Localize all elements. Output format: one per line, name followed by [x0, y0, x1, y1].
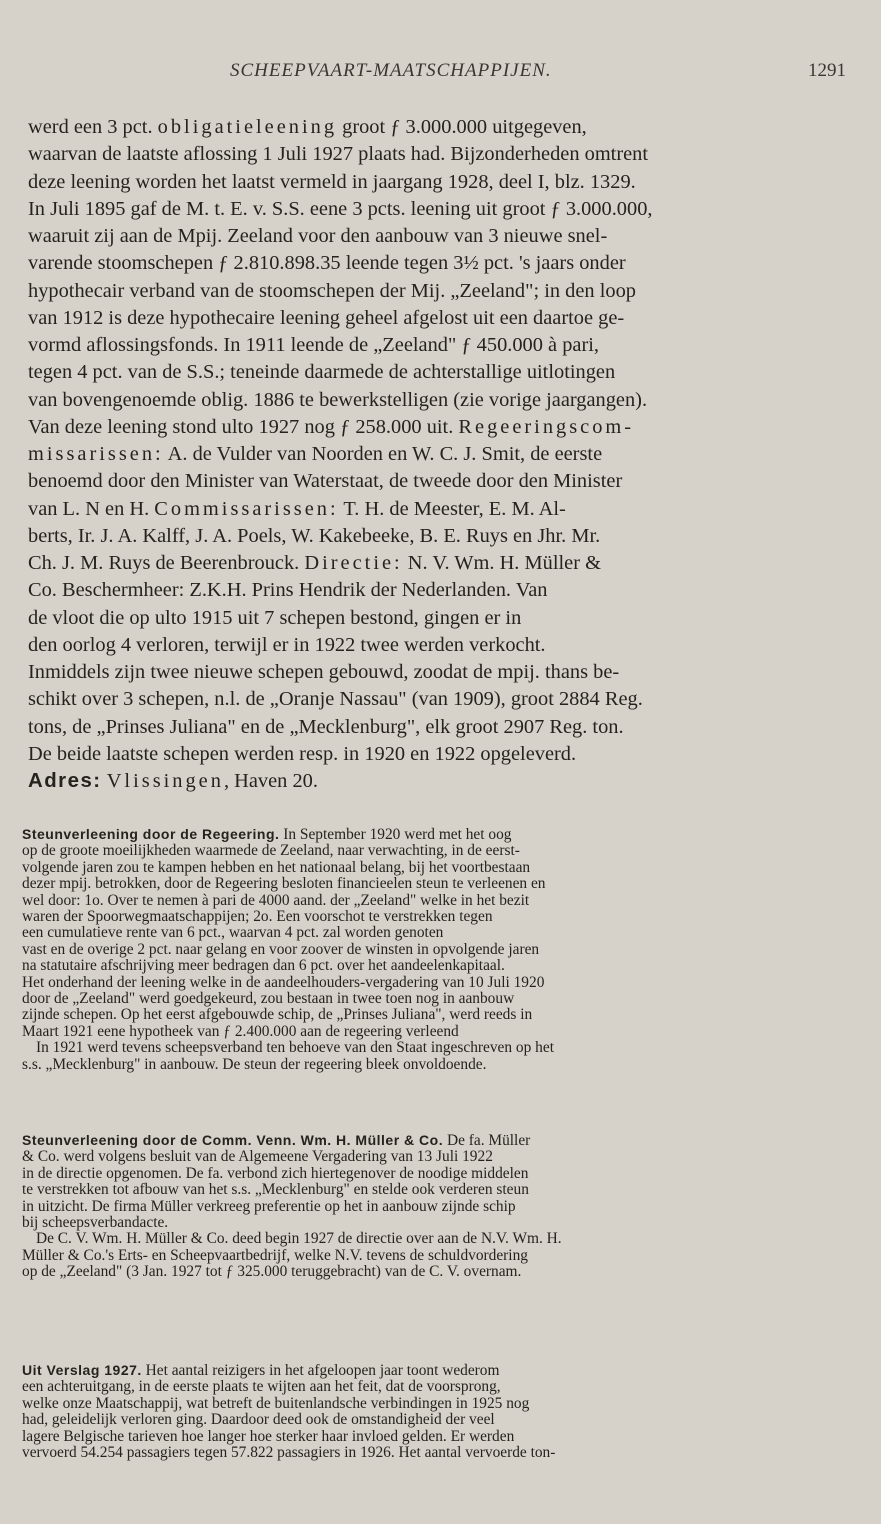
text-run: welke onze Maatschappij, wat betreft de buitenlandsche verbindingen in 1925 nog	[22, 1394, 530, 1412]
text-run: waarvan de laatste aflossing 1 Juli 1927 plaats had. Bijzonderheden omtrent	[28, 143, 649, 166]
spaced-term: Commissarissen:	[154, 497, 339, 520]
text-run: waaruit zij aan de Mpij. Zeeland voor den aanbouw van 3 nieuwe snel-	[28, 225, 608, 247]
spaced-term: obligatieleening	[157, 116, 338, 138]
page-number: 1291	[808, 60, 846, 81]
text-line	[28, 332, 856, 359]
text-run: In September 1920 werd met het oog	[279, 826, 512, 843]
text-run: vast en de overige 2 pct. naar gelang en voor zoover de winsten in opvolgende jaren	[22, 940, 540, 958]
spaced-term: Directie:	[304, 552, 403, 574]
text-line	[22, 1264, 854, 1280]
text-line	[22, 942, 854, 958]
text-run: N. V. Wm. H. Müller &	[402, 552, 601, 574]
text-run: waren der Spoorwegmaatschappijen; 2o. Een voorschot te verstrekken tegen	[22, 908, 493, 926]
text-line	[28, 250, 856, 277]
text-run: De fa. Müller	[443, 1132, 531, 1149]
text-line	[28, 768, 856, 795]
text-line	[28, 305, 856, 332]
text-line	[22, 1040, 854, 1056]
running-title: SCHEEPVAART-MAATSCHAPPIJEN.	[230, 60, 552, 81]
text-run: vormd aflossingsfonds. In 1911 leende de „Zeeland" ƒ 450.000 à pari,	[28, 334, 599, 356]
text-line	[22, 991, 854, 1007]
text-run: van L. N en H.	[28, 497, 155, 520]
text-run: & Co. werd volgens besluit van de Algemeene Vergadering van 13 Juli 1922	[22, 1148, 493, 1166]
section-heading: Steunverleening door de Regeering.	[22, 826, 280, 842]
text-run: benoemd door den Minister van Waterstaat, de tweede door den Minister	[28, 470, 623, 493]
section-uit-verslag-1927	[22, 1362, 854, 1461]
section-steunverleening-regeering	[22, 826, 854, 1073]
text-line	[22, 1248, 854, 1264]
text-line	[28, 196, 856, 223]
text-line	[22, 1362, 854, 1379]
text-line	[22, 1057, 854, 1073]
text-run: na statutaire afschrijving meer bedragen dan 6 pct. over het aandeelenkapitaal.	[22, 957, 505, 975]
text-run: de vloot die op ulto 1915 uit 7 schepen bestond, gingen er in	[28, 606, 522, 629]
text-run: Müller & Co.'s Erts- en Scheepvaartbedrijf, welke N.V. tevens de schuldvordering	[22, 1246, 528, 1264]
text-run: Inmiddels zijn twee nieuwe schepen gebouwd, zoodat de mpij. thans be-	[28, 661, 620, 683]
text-run: op de „Zeeland" (3 Jan. 1927 tot ƒ 325.000 teruggebracht) van de C. V. overnam.	[22, 1263, 522, 1281]
text-line	[22, 1182, 854, 1198]
text-line	[22, 1132, 854, 1149]
text-run: schikt over 3 schepen, n.l. de „Oranje Nassau" (van 1909), groot 2884 Reg.	[28, 688, 643, 711]
text-run: A. de Vulder van Noorden en W. C. J. Smit, de eerste	[163, 443, 603, 465]
text-run: s.s. „Mecklenburg" in aanbouw. De steun der regeering bleek onvoldoende.	[22, 1055, 487, 1073]
section-steunverleening-muller	[22, 1132, 854, 1281]
text-run: In 1921 werd tevens scheepsverband ten behoeve van den Staat ingeschreven op het	[36, 1039, 554, 1057]
spaced-term: Regeeringscom-	[458, 415, 635, 438]
text-line	[22, 1199, 854, 1215]
text-run: varende stoomschepen ƒ 2.810.898.35 leende tegen 3½ pct. 's jaars onder	[28, 252, 626, 275]
text-line	[22, 893, 854, 909]
text-line	[28, 114, 856, 141]
text-line	[22, 1429, 854, 1445]
text-line	[22, 1007, 854, 1023]
text-line	[28, 659, 856, 686]
text-line	[28, 632, 856, 659]
text-run: berts, Ir. J. A. Kalff, J. A. Poels, W. Kakebeeke, B. E. Ruys en Jhr. Mr.	[28, 524, 601, 547]
text-run: Co. Beschermheer: Z.K.H. Prins Hendrik der Nederlanden. Van	[28, 579, 548, 602]
text-line	[28, 468, 856, 495]
text-run: een achteruitgang, in de eerste plaats te wijten aan het feit, dat de voorsprong,	[22, 1378, 501, 1396]
section-heading: Steunverleening door de Comm. Venn. Wm. H. Müller & Co.	[22, 1132, 444, 1148]
text-line	[28, 441, 856, 468]
text-line	[22, 958, 854, 974]
text-run: Het aantal reizigers in het afgeloopen jaar toont wederom	[141, 1362, 500, 1379]
text-line	[28, 141, 856, 168]
text-line	[22, 860, 854, 876]
text-run: werd een 3 pct.	[28, 116, 158, 138]
text-run: Van deze leening stond ulto 1927 nog ƒ 258.000 uit.	[28, 415, 459, 438]
text-run: Ch. J. M. Ruys de Beerenbrouck.	[28, 552, 305, 574]
text-line	[22, 1412, 854, 1428]
text-run: in de directie opgenomen. De fa. verbond zich hiertegenover de noodige middelen	[22, 1164, 529, 1182]
text-line	[22, 975, 854, 991]
text-line	[28, 550, 856, 577]
text-run: in uitzicht. De firma Müller verkreeg preferentie op het in aanbouw zijnde schip	[22, 1197, 516, 1215]
text-line	[22, 925, 854, 941]
text-line	[28, 223, 856, 250]
text-line	[28, 605, 856, 632]
text-run: In Juli 1895 gaf de M. t. E. v. S.S. eene 3 pcts. leening uit groot ƒ 3.000.000,	[28, 197, 653, 220]
text-run: door de „Zeeland" werd goedgekeurd, zou bestaan in twee toen nog in aanbouw	[22, 990, 515, 1008]
text-run: had, geleidelijk verloren ging. Daardoor deed ook de omstandigheid der veel	[22, 1411, 495, 1429]
text-run: te verstrekken tot afbouw van het s.s. „Mecklenburg" en stelde ook verderen steun	[22, 1181, 529, 1199]
spaced-term: missarissen:	[28, 443, 164, 465]
text-run: hypothecair verband van de stoomschepen der Mij. „Zeeland"; in den loop	[28, 279, 636, 302]
text-line	[22, 1379, 854, 1395]
text-line	[22, 1231, 854, 1247]
text-run: bij scheepsverbandacte.	[22, 1214, 169, 1232]
text-run: een cumulatieve rente van 6 pct., waarvan 4 pct. zal worden genoten	[22, 924, 444, 942]
text-line	[22, 1166, 854, 1182]
text-line	[22, 1215, 854, 1231]
text-run: T. H. de Meester, E. M. Al-	[338, 497, 566, 520]
text-run: lagere Belgische tarieven hoe langer hoe sterker haar invloed gelden. Er werden	[22, 1427, 515, 1445]
main-paragraph	[28, 114, 856, 795]
text-line	[22, 843, 854, 859]
text-run: volgende jaren zou te kampen hebben en het nationaal belang, bij het voortbestaan	[22, 858, 531, 876]
spaced-term: Vlissingen	[106, 770, 224, 792]
text-run: van 1912 is deze hypothecaire leening geheel afgelost uit een daartoe ge-	[28, 306, 625, 329]
text-line	[28, 278, 856, 305]
text-run: tons, de „Prinses Juliana" en de „Mecklenburg", elk groot 2907 Reg. ton.	[28, 715, 624, 738]
text-run: , Haven 20.	[223, 770, 318, 792]
text-run: Het onderhand der leening welke in de aandeelhouders-vergadering van 10 Juli 1920	[22, 973, 545, 991]
text-line	[22, 1445, 854, 1461]
text-run: op de groote moeilijkheden waarmede de Zeeland, naar verwachting, in de eerst-	[22, 842, 520, 860]
text-line	[22, 1396, 854, 1412]
section-heading: Adres:	[28, 770, 102, 792]
text-line	[22, 876, 854, 892]
text-line	[28, 741, 856, 768]
text-run: De beide laatste schepen werden resp. in 1920 en 1922 opgeleverd.	[28, 742, 577, 765]
text-run: wel door: 1o. Over te nemen à pari de 4000 aand. der „Zeeland" welke in het bezit	[22, 891, 530, 909]
section-heading: Uit Verslag 1927.	[22, 1362, 142, 1378]
text-run: groot ƒ 3.000.000 uitgegeven,	[337, 116, 587, 138]
text-run: den oorlog 4 verloren, terwijl er in 1922 twee werden verkocht.	[28, 633, 546, 656]
page-header	[0, 60, 881, 90]
text-run: tegen 4 pct. van de S.S.; teneinde daarmede de achterstallige uitlotingen	[28, 361, 616, 384]
text-line	[28, 714, 856, 741]
text-line	[28, 359, 856, 386]
text-line	[28, 169, 856, 196]
text-run: van bovengenoemde oblig. 1886 te bewerkstelligen (zie vorige jaargangen).	[28, 388, 648, 411]
text-line	[22, 1024, 854, 1040]
text-run: vervoerd 54.254 passagiers tegen 57.822 passagiers in 1926. Het aantal vervoerde ton-	[22, 1444, 556, 1462]
text-line	[28, 496, 856, 523]
text-run: Maart 1921 eene hypotheek van ƒ 2.400.000 aan de regeering verleend	[22, 1022, 459, 1040]
text-line	[28, 577, 856, 604]
text-run: deze leening worden het laatst vermeld in jaargang 1928, deel I, blz. 1329.	[28, 170, 636, 193]
text-line	[28, 387, 856, 414]
text-line	[28, 414, 856, 441]
text-line	[22, 909, 854, 925]
text-line	[28, 686, 856, 713]
text-run: dezer mpij. betrokken, door de Regeering besloten financieelen steun te verleenen en	[22, 875, 546, 893]
text-run: zijnde schepen. Op het eerst afgebouwde schip, de „Prinses Juliana", werd reeds in	[22, 1006, 533, 1024]
text-line	[22, 1149, 854, 1165]
text-run: De C. V. Wm. H. Müller & Co. deed begin 1927 de directie over aan de N.V. Wm. H.	[36, 1230, 562, 1248]
text-line	[22, 826, 854, 843]
text-line	[28, 523, 856, 550]
